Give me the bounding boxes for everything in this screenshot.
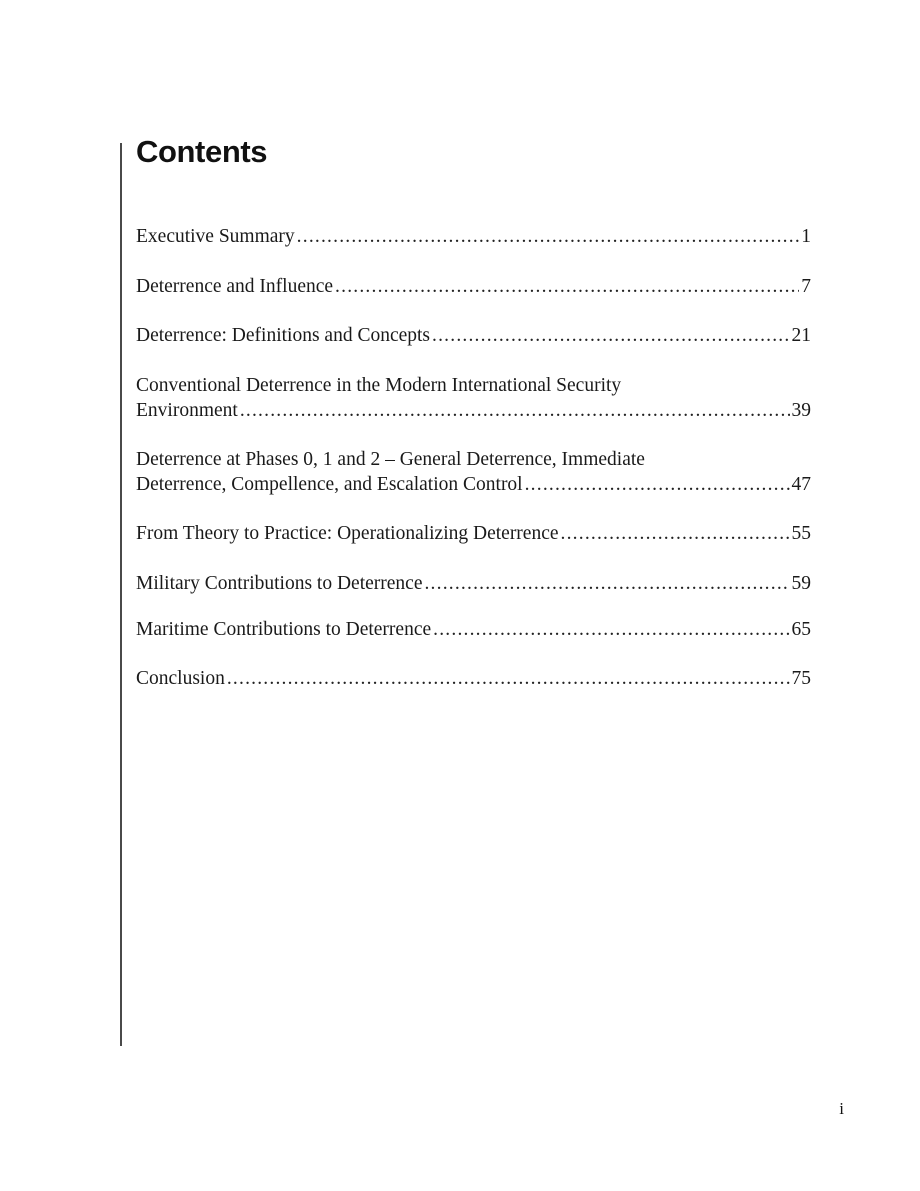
toc-entry-title: Executive Summary [136,226,295,247]
toc-entry-title: Maritime Contributions to Deterrence [136,619,432,640]
toc-entry[interactable] [136,447,811,497]
dot-leader [240,398,790,423]
page-number-folio: i [839,1099,844,1118]
toc-entry[interactable] [136,617,811,642]
toc-entry-title: Deterrence: Definitions and Concepts [136,325,431,346]
toc-entry-page: 1 [801,226,811,247]
toc-entry-title-line: Conventional Deterrence in the Modern International Security [136,375,622,396]
toc-entry-title: From Theory to Practice: Operationalizing Deterrence [136,523,559,544]
dot-leader [297,224,800,249]
toc-entry-page: 47 [791,474,811,495]
toc-entry-page: 75 [791,668,811,689]
dot-leader [561,521,790,546]
toc-entry-page: 65 [791,619,811,640]
toc-entry-page: 21 [791,325,811,346]
toc-entry-title: Conclusion [136,668,225,689]
toc-entry[interactable] [136,373,811,423]
toc-entry[interactable] [136,224,811,249]
dot-leader [335,274,799,299]
toc-entry[interactable] [136,323,811,348]
toc-entry-page: 59 [791,573,811,594]
dot-leader [433,617,789,642]
toc-entry-title: Deterrence and Influence [136,276,334,297]
toc-entry[interactable] [136,571,811,596]
page-title: Contents [136,134,268,169]
toc-entry-page: 55 [791,523,811,544]
dot-leader [432,323,789,348]
toc-entry[interactable] [136,521,811,546]
left-margin-rule [120,143,122,1046]
toc-entry-page: 7 [801,276,811,297]
toc-entry-title-line: Environment [136,400,238,421]
toc-entry-page: 39 [791,400,811,421]
toc-entry-title-line: Deterrence, Compellence, and Escalation Control [136,474,523,495]
dot-leader [227,666,790,691]
toc-entry-title-line: Deterrence at Phases 0, 1 and 2 – General Deterrence, Immediate [136,449,645,470]
dot-leader [424,571,789,596]
toc-entry-title: Military Contributions to Deterrence [136,573,423,594]
toc-entry[interactable] [136,274,811,299]
toc-entry[interactable] [136,666,811,691]
dot-leader [525,472,790,497]
